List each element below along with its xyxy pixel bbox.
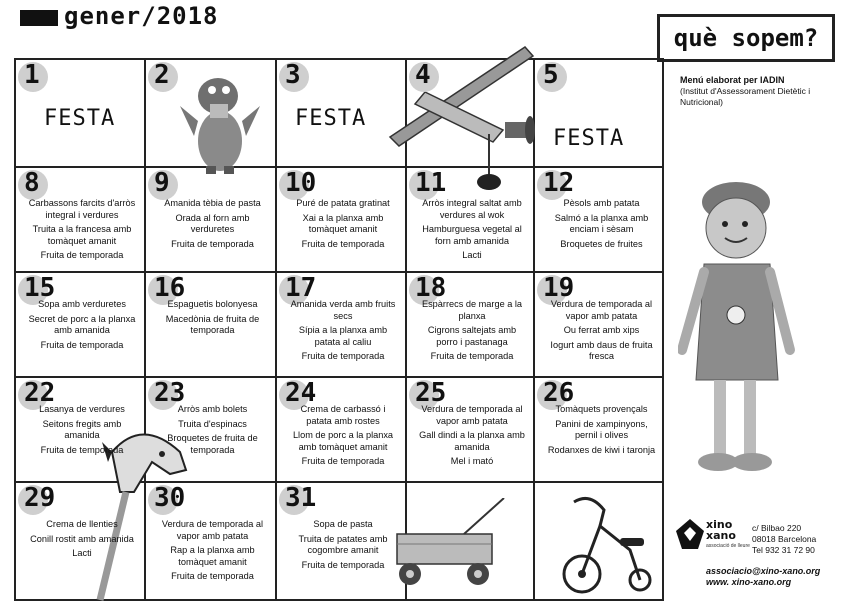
dish-item: Lacti [462, 250, 482, 260]
day-number: 23 [154, 378, 186, 408]
dish-item: Fruita de temporada [430, 351, 514, 361]
dish-item: Truita d'espinacs [178, 418, 247, 429]
day-number: 4 [415, 60, 431, 90]
day-number: 31 [285, 483, 317, 513]
dish-item: Macedònia de fruita de temporada [165, 313, 260, 335]
day-number: 1 [24, 60, 40, 90]
day-number: 10 [285, 168, 317, 198]
day-number: 16 [154, 273, 186, 303]
dish-item: Salmó a la planxa amb enciam i sèsam [554, 212, 649, 234]
menu-dishes [289, 404, 397, 471]
dish-item: Pèsols amb patata [563, 198, 640, 208]
dish-item: Fruita de temporada [171, 238, 254, 249]
menu-dishes [28, 198, 136, 265]
menu-dishes [289, 519, 397, 574]
day-number: 15 [24, 273, 56, 303]
holiday-label: FESTA [295, 106, 367, 131]
day-number: 26 [543, 378, 575, 408]
dish-item: Espàrrecs de marge a la planxa [421, 299, 523, 321]
dish-item: Carbassons farcits d'arròs integral i verdures [28, 198, 136, 220]
day-cell [144, 271, 275, 376]
logo-subtitle: associació de lleure [706, 543, 750, 549]
dish-item: Tomàquets provençals [555, 404, 648, 414]
menu-dishes [28, 299, 136, 354]
dish-item: Crema de carbassó i patata amb rostes [300, 404, 386, 426]
address-block [752, 523, 816, 556]
menu-dishes [547, 198, 656, 253]
dish-item: Mel i mató [450, 456, 494, 466]
menu-dishes [419, 404, 525, 471]
page-title: gener/2018 [64, 2, 219, 30]
dish-item: Sopa de pasta [313, 519, 373, 529]
dish-item: Lasanya de verdures [39, 404, 125, 414]
menu-dishes [547, 404, 656, 459]
contact-links [706, 566, 820, 588]
day-cell [144, 481, 275, 599]
dish-item: Broquetes de fruites [560, 238, 643, 249]
dish-item: Gall dindi a la planxa amb amanida [419, 430, 525, 452]
xino-xano-logo-icon [676, 519, 704, 549]
dish-item: Broquetes de fruita de temporada [167, 433, 258, 455]
day-number: 5 [543, 60, 559, 90]
logo-name: xino xano [706, 518, 736, 542]
menu-dishes [547, 299, 656, 366]
tricycle-illustration [560, 492, 656, 597]
day-cell [144, 166, 275, 271]
menu-dishes [158, 404, 267, 459]
day-number: 30 [154, 483, 186, 513]
dish-item: Truita de patates amb cogombre amanit [298, 533, 388, 555]
menu-dishes [158, 519, 267, 586]
dish-item: Iogurt amb daus de fruita fresca [550, 339, 653, 361]
dish-item: Seitons fregits amb amanida [42, 418, 122, 440]
menu-dishes [158, 198, 267, 253]
day-cell [275, 271, 405, 376]
holiday-label: FESTA [44, 106, 116, 131]
menu-dishes [28, 404, 136, 459]
day-cell [14, 58, 144, 166]
day-cell [533, 58, 664, 166]
dish-item: Fruita de temporada [301, 559, 385, 570]
website-link[interactable]: www. xino-xano.org [706, 577, 792, 587]
day-cell [533, 376, 664, 481]
day-number: 8 [24, 168, 40, 198]
day-cell [405, 271, 533, 376]
dish-item: Verdura de temporada al vapor amb patata [550, 299, 653, 321]
day-number: 12 [543, 168, 575, 198]
dish-item: Espaguetis bolonyesa [167, 299, 258, 309]
dish-item: Fruita de temporada [40, 339, 124, 350]
dish-item: Orada al forn amb verduretes [175, 212, 250, 234]
day-cell [533, 271, 664, 376]
day-number: 11 [415, 168, 447, 198]
wagon-illustration [392, 498, 512, 590]
dish-item: Truita a la francesa amb tomàquet amanit [32, 224, 132, 246]
day-number: 25 [415, 378, 447, 408]
dish-item: Conill rostit amb amanida [30, 533, 134, 544]
day-cell [275, 376, 405, 481]
dish-item: Fruita de temporada [171, 571, 254, 581]
menu-dishes [158, 299, 267, 340]
day-number: 9 [154, 168, 170, 198]
doll-illustration [678, 180, 798, 480]
dish-item: Sípia a la planxa amb patata al caliu [298, 325, 388, 347]
dish-item: Cigrons saltejats amb porro i pastanaga [427, 325, 517, 347]
email-link[interactable]: associacio@xino-xano.org [706, 566, 821, 576]
day-number: 24 [285, 378, 317, 408]
day-cell [405, 376, 533, 481]
title-badge [657, 14, 835, 62]
title-badge-text: què sopem? [673, 24, 819, 52]
dish-item: Puré de patata gratinat [296, 198, 390, 208]
day-number: 18 [415, 273, 447, 303]
dish-item: Rap a la planxa amb tomàquet amanit [170, 545, 255, 567]
dish-item: Arròs amb bolets [177, 404, 248, 414]
day-number: 3 [285, 60, 301, 90]
dish-item: Verdura de temporada al vapor amb patata [161, 519, 264, 541]
day-cell [533, 166, 664, 271]
header-bar [20, 10, 58, 26]
address-street: c/ Bilbao 220 [752, 523, 802, 533]
dragon-toy-illustration [170, 66, 270, 174]
dish-item: Fruita de temporada [301, 351, 385, 361]
dish-item: Panini de xampinyons, pernil i olives [555, 418, 648, 440]
dish-item: Arròs integral saltat amb verdures al wok [422, 198, 522, 220]
menu-credit-subtitle: (Institut d'Assessorament Dietètic i Nutricional) [680, 86, 811, 107]
dish-item: Amanida verda amb fruits secs [290, 299, 396, 321]
dish-item: Fruita de temporada [40, 250, 124, 260]
airplane-toy-illustration [385, 42, 550, 192]
dish-item: Fruita de temporada [40, 444, 124, 455]
address-city: 08018 Barcelona [752, 534, 817, 544]
dish-item: Verdura de temporada al vapor amb patata [421, 404, 523, 426]
day-cell [14, 271, 144, 376]
day-number: 17 [285, 273, 317, 303]
dish-item: Ou ferrat amb xips [563, 325, 640, 335]
dish-item: Fruita de temporada [301, 238, 385, 249]
dish-item: Crema de llenties [46, 519, 118, 529]
dish-item: Amanida tèbia de pasta [164, 198, 261, 208]
dish-item: Rodanxes de kiwi i taronja [547, 444, 656, 455]
dish-item: Xai a la planxa amb tomàquet amanit [302, 212, 384, 234]
dish-item: Fruita de temporada [301, 456, 385, 466]
day-cell [275, 481, 405, 599]
menu-credit [680, 75, 852, 108]
day-number: 2 [154, 60, 170, 90]
menu-dishes [28, 519, 136, 563]
menu-dishes [419, 299, 525, 366]
dish-item: Hamburguesa vegetal al forn amb amanida [422, 224, 522, 246]
day-number: 22 [24, 378, 56, 408]
dish-item: Secret de porc a la planxa amb amanida [28, 313, 136, 335]
day-number: 19 [543, 273, 575, 303]
day-cell [14, 166, 144, 271]
menu-credit-title: Menú elaborat per IADIN [680, 75, 785, 85]
day-number: 29 [24, 483, 56, 513]
menu-dishes [289, 198, 397, 253]
dish-item: Sopa amb verduretes [38, 299, 126, 309]
address-phone: Tel 932 31 72 90 [752, 545, 815, 555]
holiday-label: FESTA [553, 126, 625, 151]
menu-dishes [289, 299, 397, 366]
dish-item: Llom de porc a la planxa amb tomàquet amanit [292, 430, 394, 452]
menu-dishes [419, 198, 525, 265]
dish-item: Lacti [72, 548, 92, 558]
